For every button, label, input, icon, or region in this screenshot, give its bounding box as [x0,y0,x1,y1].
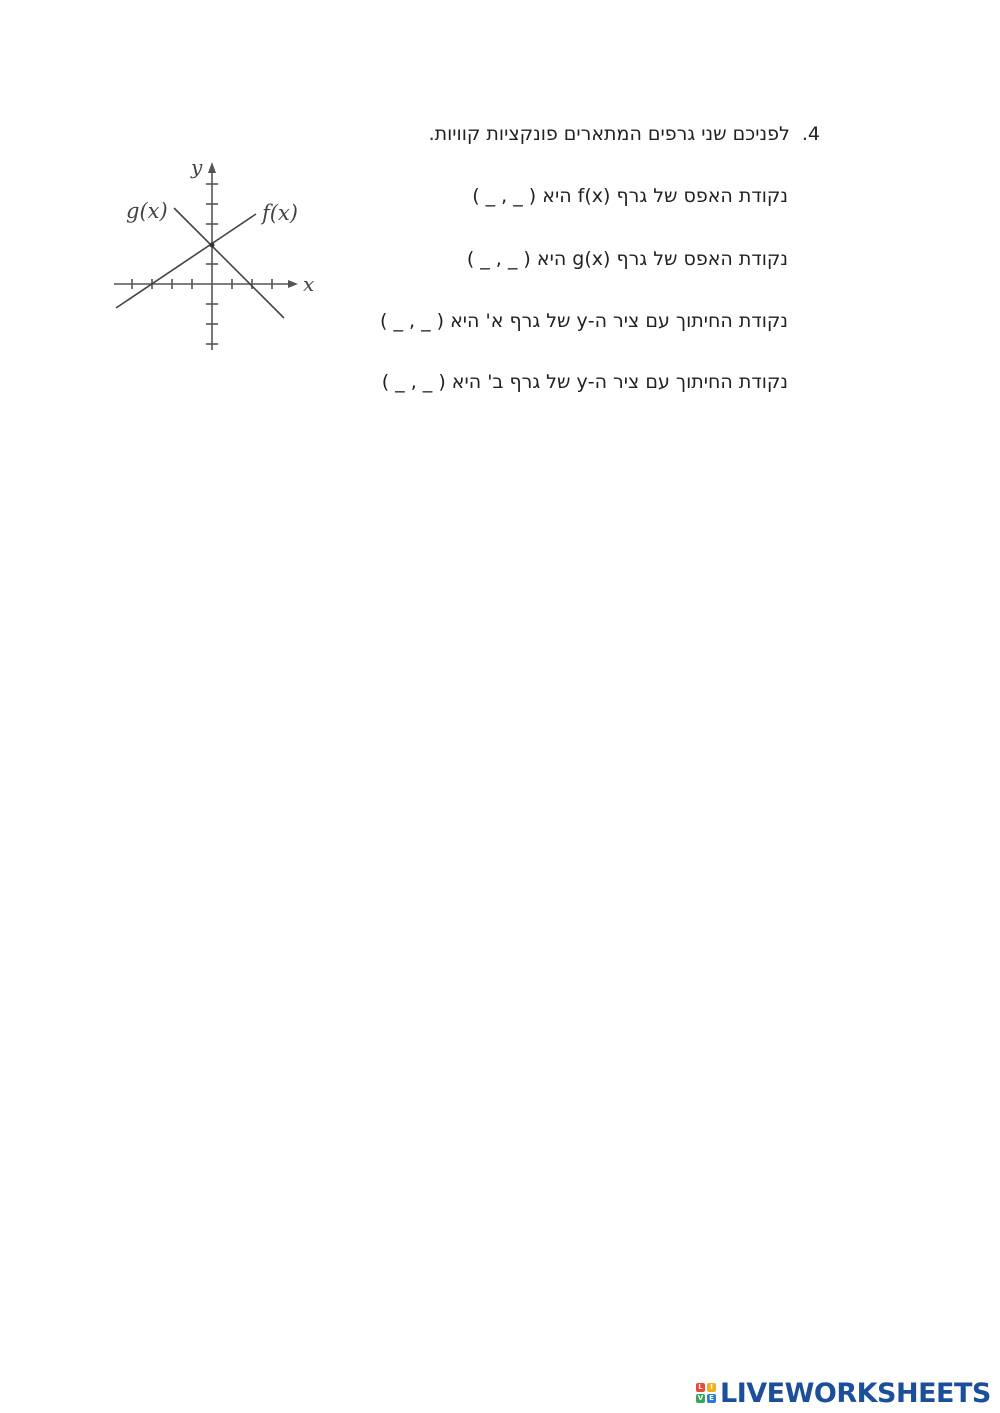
question-number: 4. [801,123,820,145]
logo-letter-v: V [697,1394,704,1402]
line-f [116,214,256,308]
liveworksheets-logo-icon [696,1383,716,1403]
answer-blank-2[interactable]: ( _ , _ ) [466,248,531,270]
brand-text: LIVEWORKSHEETS [720,1377,991,1409]
logo-letter-i: I [707,1383,716,1392]
question-line-2: נקודת האפס של גרף g(x) היא ( _ , _ ) [466,248,788,270]
g-line-label: g(x) [126,199,168,223]
logo-letter-e: E [707,1394,716,1403]
linear-functions-graph [108,150,328,360]
answer-blank-4[interactable]: ( _ , _ ) [381,371,446,393]
x-axis-label: x [303,272,315,296]
answer-blank-3[interactable]: ( _ , _ ) [380,310,445,332]
intersection-point [210,243,215,248]
question-title-text: לפניכם שני גרפים המתארים פונקציות קוויות. [428,123,790,145]
question-title [429,123,820,145]
question-line-3: נקודת החיתוך עם ציר ה-y של גרף א' היא ( _ , _ ) [380,310,788,332]
logo-letter-l: L [696,1383,705,1392]
question-line-1: נקודת האפס של גרף f(x) היא ( _ , _ ) [472,185,788,207]
question-line-4: נקודת החיתוך עם ציר ה-y של גרף ב' היא ( _ , _ ) [381,371,788,393]
y-axis-label: y [191,155,203,179]
f-line-label: f(x) [262,201,299,225]
y-axis-arrow [208,162,216,173]
answer-blank-1[interactable]: ( _ , _ ) [472,185,537,207]
liveworksheets-brand [696,1376,991,1410]
x-axis-arrow [288,280,298,288]
